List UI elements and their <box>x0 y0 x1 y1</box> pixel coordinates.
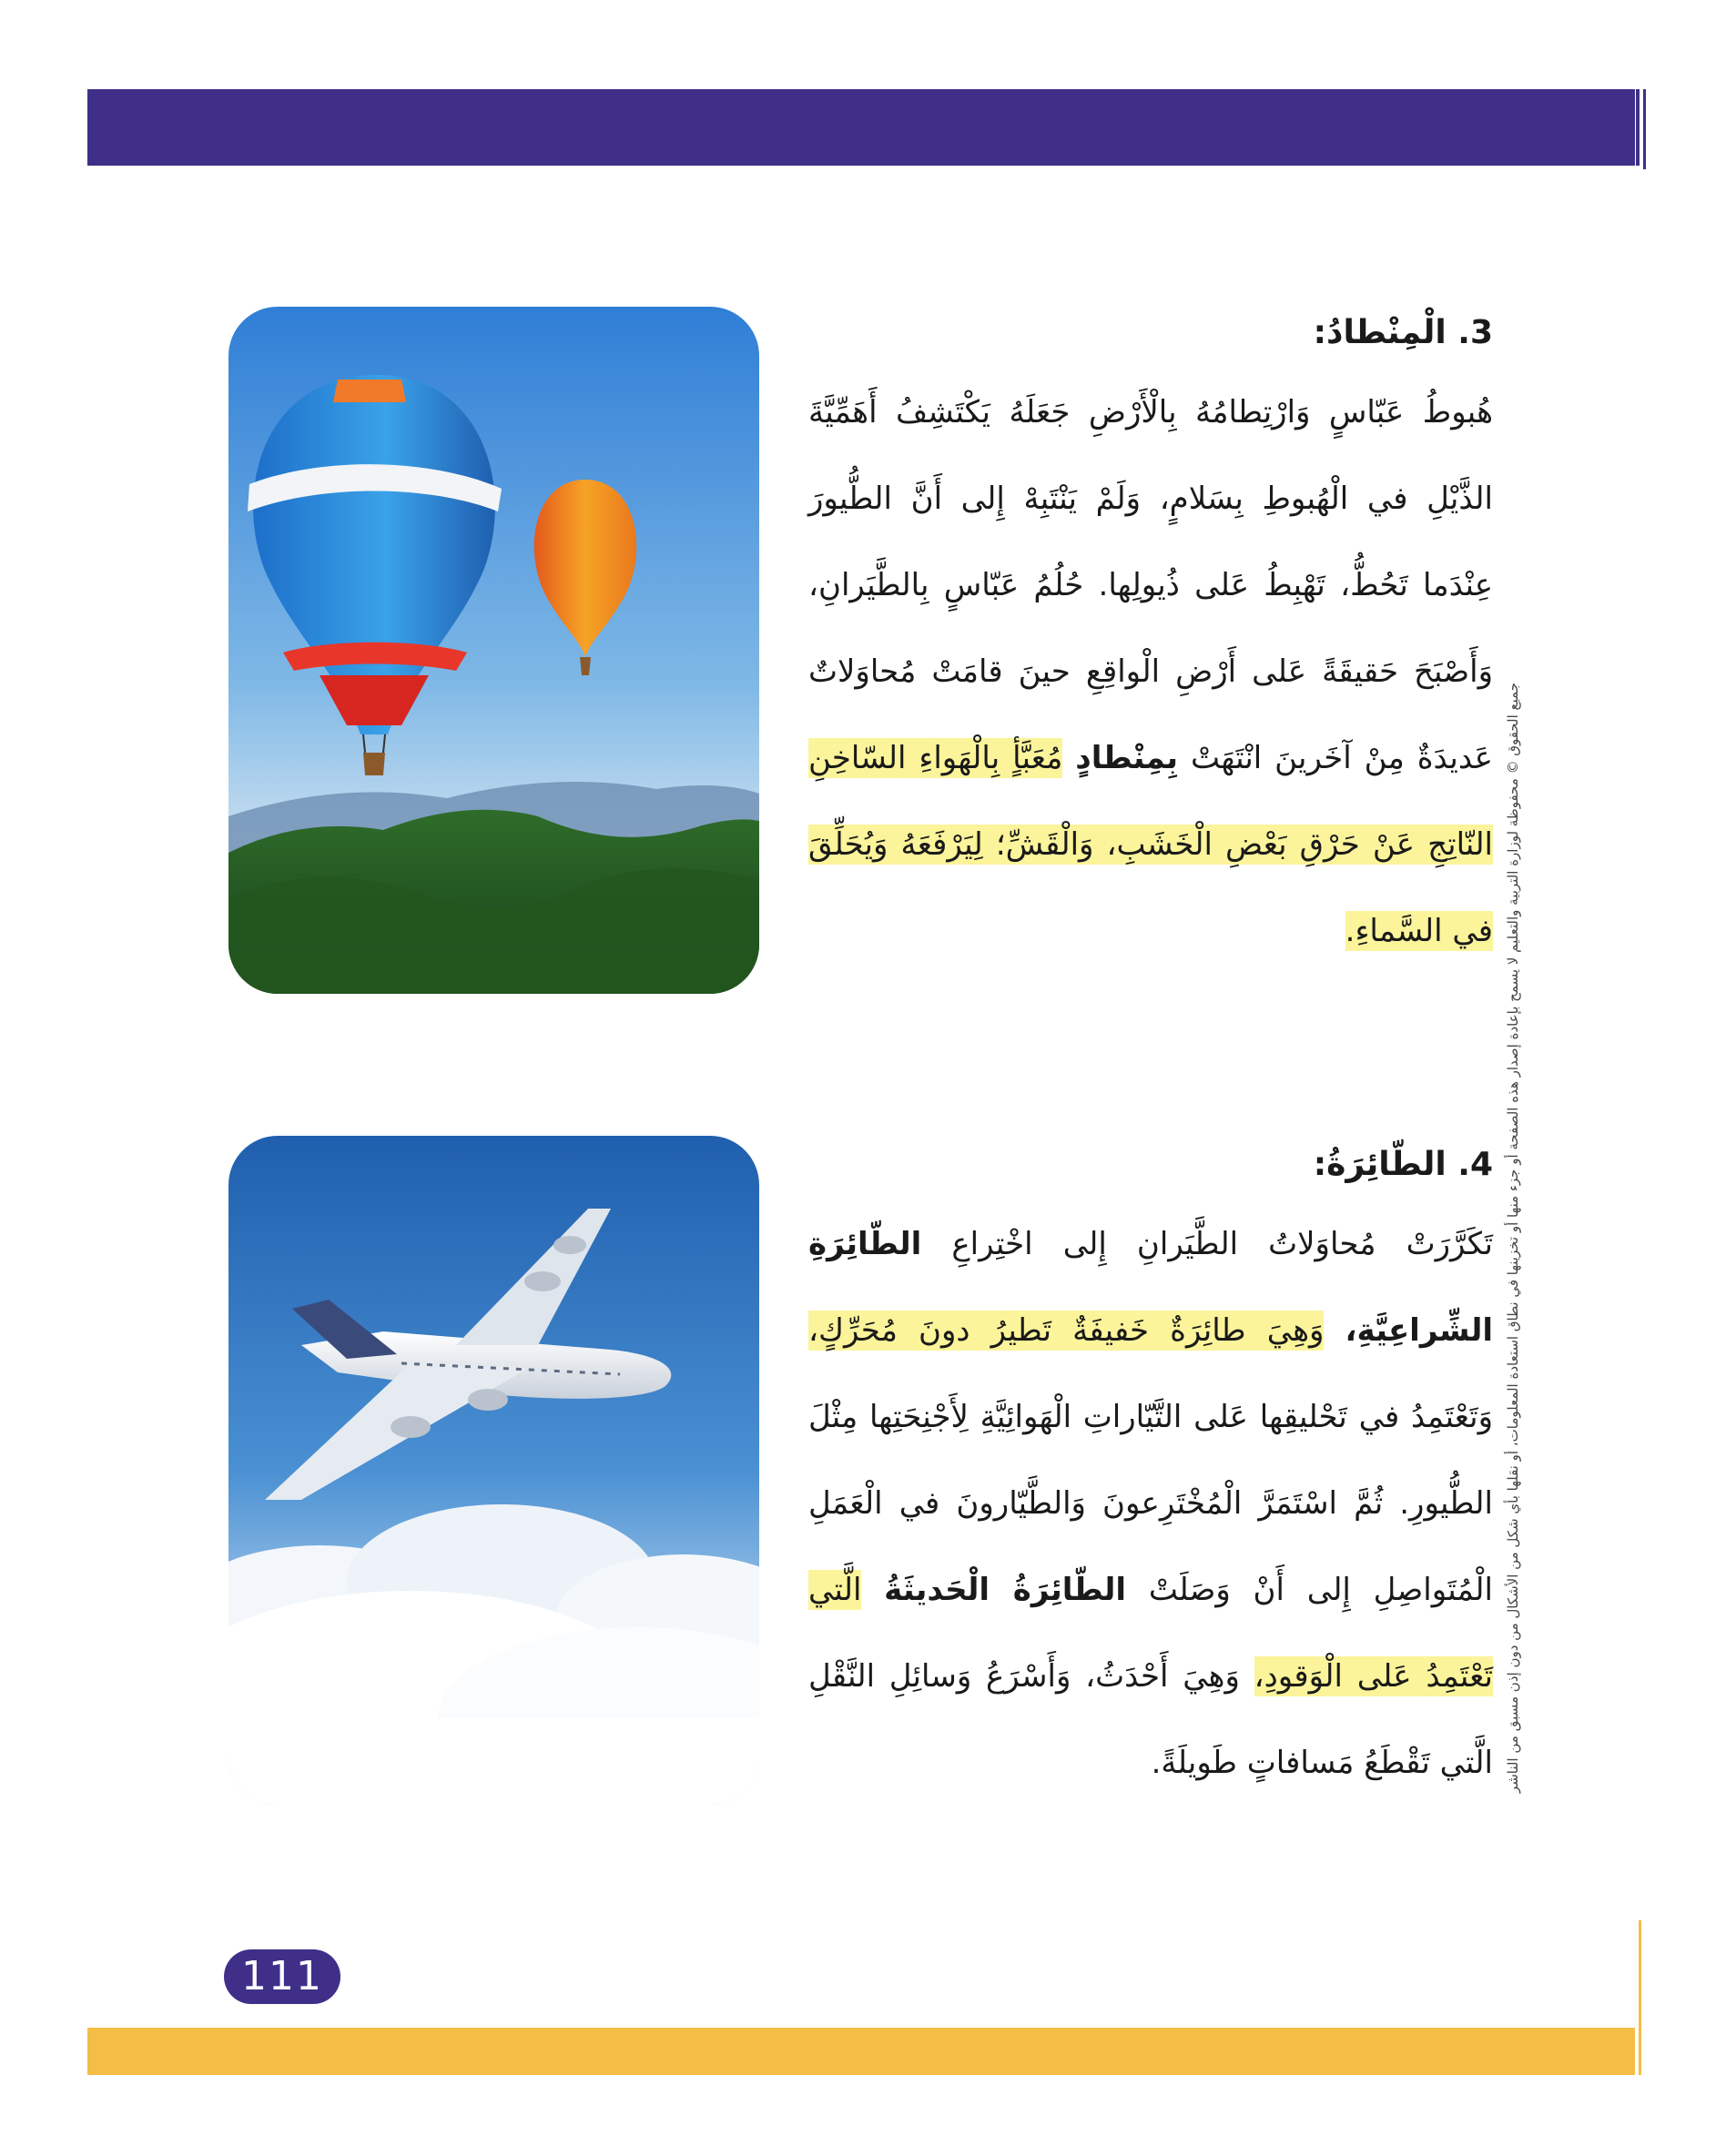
section-title: 4. الطّائِرَةُ: <box>1313 1146 1493 1183</box>
section-title: 3. الْمِنْطادُ: <box>1313 314 1493 351</box>
highlighted-text: وَهِيَ طائِرَةٌ خَفيفَةٌ تَطيرُ دونَ مُحَرِّكٍ، <box>808 1312 1325 1349</box>
bold-term: الطّائِرَةِ الشِّراعِيَّةِ، <box>808 1226 1494 1349</box>
paragraph-text: وَهِيَ أَحْدَثُ، وَأَسْرَعُ وَسائِلِ النَّقْلِ الَّتي تَقْطَعُ مَسافاتٍ طَويلَةً. <box>808 1658 1493 1781</box>
header-bar-rule <box>1636 89 1640 166</box>
footer-bar <box>87 2028 1635 2075</box>
bold-term: الطّائِرَةُ الْحَديثَةُ <box>884 1572 1127 1608</box>
copyright-note: جميع الحقوق © محفوظة لوزارة التربية والتعليم لا يسمح بإعادة إصدار هذه الصفحة أو جزء منها أو تخزينها في نطاق استعادة المعلومات، أو نقلها بأي شكل من الأشكال من دون إذن مسبق من الناشر <box>1505 683 1521 1794</box>
airplane-photo <box>228 1136 759 1805</box>
hot-air-balloons-photo <box>228 307 759 994</box>
section-hot-air-balloon <box>808 308 1493 975</box>
footer-bar-rule <box>1639 1920 1641 2075</box>
paragraph-text: تَكَرَّرَتْ مُحاوَلاتُ الطَّيَرانِ إِلى اخْتِراعِ <box>921 1226 1493 1262</box>
highlighted-text: الَّتي تَعْتَمِدُ عَلى الْوَقودِ، <box>808 1572 1493 1695</box>
highlighted-text: مُعَبَّأٍ بِالْهَواءِ السّاخِنِ النّاتِجِ عَنْ حَرْقِ بَعْضِ الْخَشَبِ، وَالْقَشِّ؛ لِيَرْفَعَهُ وَيُحَلِّقَ في السَّماءِ. <box>808 740 1493 949</box>
header-bar-rule <box>1643 89 1646 169</box>
section-paragraph <box>808 369 1493 975</box>
bold-term: بِمِنْطادٍ <box>1075 740 1179 776</box>
paragraph-text: هُبوطُ عَبّاسٍ وَارْتِطامُهُ بِالْأَرْضِ جَعَلَهُ يَكْتَشِفُ أَهَمِّيَّةَ الذَّيْلِ في الْهُبوطِ بِسَلامٍ، وَلَمْ يَنْتَبِهْ إِلى أَنَّ الطُّيورَ عِنْدَما تَحُطُّ، تَهْبِطُ عَلى ذُيولِها. حُلُمُ عَبّاسٍ بِالطَّيَرانِ، وَأَصْبَحَ حَقيقَةً عَلى أَرْضِ الْواقِعِ حينَ قامَتْ مُحاوَلاتٌ عَديدَةٌ مِنْ آخَرينَ انْتَهَتْ <box>808 394 1493 776</box>
header-bar <box>87 89 1635 166</box>
page-number: 111 <box>224 1949 340 2004</box>
section-paragraph <box>808 1201 1493 1807</box>
paragraph-text: وَتَعْتَمِدُ في تَحْليقِها عَلى التَّيّاراتِ الْهَوائِيَّةِ لِأَجْنِحَتِها مِثْلَ الطُّيورِ. ثُمَّ اسْتَمَرَّ الْمُخْتَرِعونَ وَالطَّيّارونَ في الْعَمَلِ الْمُتَواصِلِ إِلى أَنْ وَصَلَتْ <box>808 1399 1493 1608</box>
section-airplane <box>808 1139 1493 1807</box>
